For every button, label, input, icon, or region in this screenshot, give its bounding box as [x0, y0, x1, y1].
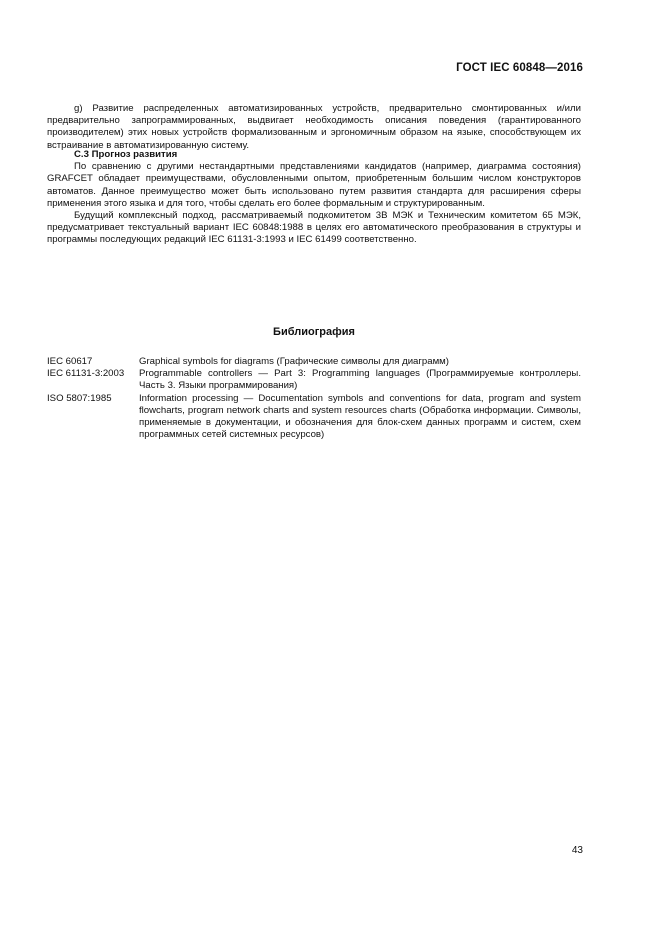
intro-section — [47, 103, 581, 152]
bibliography-entry — [47, 356, 581, 368]
bibliography-title: Библиография — [273, 326, 355, 338]
section-paragraph: Будущий комплексный подход, рассматриваемый подкомитетом 3В МЭК и Техническим комитетом 65 МЭК, предусматривает текстуальный вариант IEC 60848:1988 в целях его автоматического преобразования в структуры и программы последующих редакций IEC 61131-3:1993 и IEC 61499 соответственно. — [47, 210, 581, 246]
section-paragraph: По сравнению с другими нестандартными представлениями кандидатов (например, диаграмма состояния) GRAFCET обладает преимуществами, обусловленными опытом, приобретенным большим числом конструкторов автоматов. Данное преимущество может быть использовано путем развития стандарта для расширения сферы применения этого языка и для того, чтобы сделать его более формальным и структурированным. — [47, 161, 581, 209]
bibliography-description: Graphical symbols for diagrams (Графические символы для диаграмм) — [139, 356, 449, 367]
bibliography-description: Information processing — Documentation symbols and conventions for data, program and system flowcharts, program network charts and system resources charts (Обработка информации. Символы, применяемые в документации, и обозначения для блок-схем данных программ и систем, схем программных сетей системных ресурсов) — [139, 392, 581, 441]
bibliography-code: ISO 5807:1985 — [47, 392, 112, 404]
section-c3 — [47, 149, 581, 247]
page-number: 43 — [571, 845, 583, 856]
paragraph-g: g) Развитие распределенных автоматизированных устройств, предварительно смонтированных и/или предварительно запрограммированных, выдвигает необходимость описания поведения (гарантированного производителем) этих новых устройств формализованным и эргономичным образом на языке, способствующем их встраивание в автоматизированную систему. — [47, 103, 581, 151]
document-header: ГОСТ IEC 60848—2016 — [456, 62, 583, 74]
bibliography-code: IEC 60617 — [47, 356, 93, 367]
bibliography-entry — [47, 368, 581, 392]
bibliography-list — [47, 356, 581, 441]
bibliography-entry — [47, 393, 581, 442]
section-heading: С.3 Прогноз развития — [74, 149, 178, 160]
bibliography-description: Programmable controllers — Part 3: Programming languages (Программируемые контроллеры. Часть 3. Языки программирования) — [139, 368, 581, 392]
bibliography-code: IEC 61131-3:2003 — [47, 368, 125, 380]
